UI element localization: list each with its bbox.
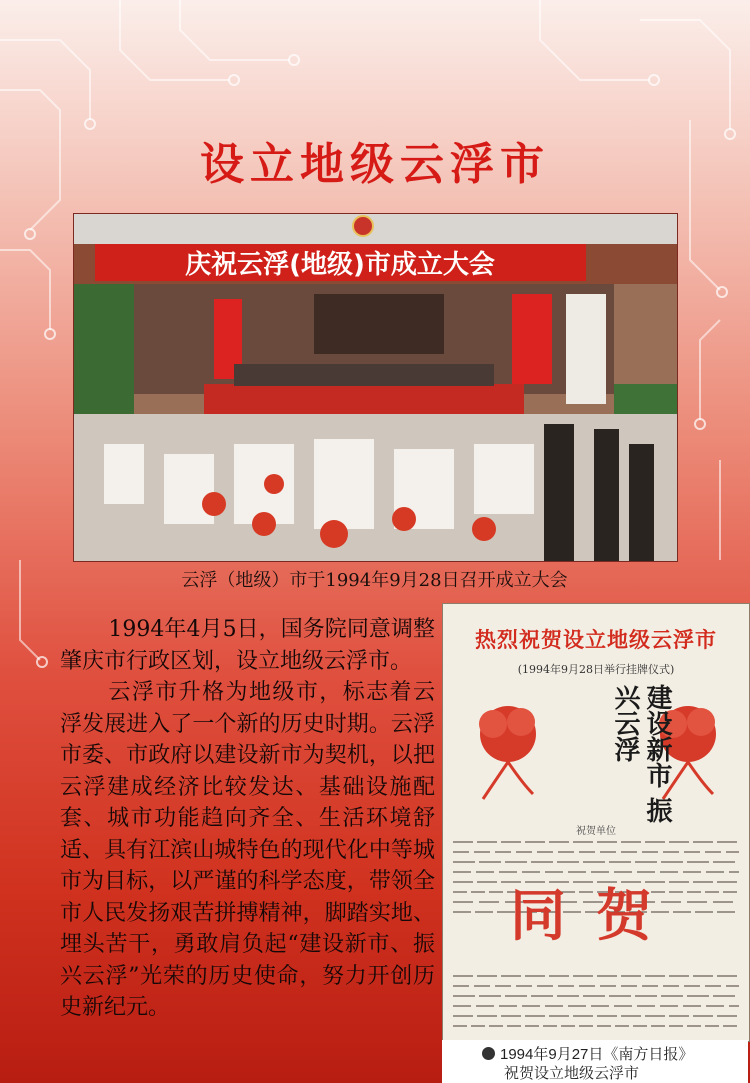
paragraph-2: 云浮市升格为地级市，标志着云浮发展进入了一个新的历史时期。云浮市委、市政府以建设新市为契机，以把云浮建成经济比较发达、基础设施配套、城市功能趋向齐全、生活环境舒适、具有江滨山城特色的现代化中等城市为目标，以严谨的科学态度，带领全市人民发扬艰苦拼搏精神，脚踏实地、埋头苦干，勇敢肩负起“建设新市、振兴云浮”光荣的历史使命，努力开创历史新纪元。: [60, 680, 435, 1020]
flower-left-icon: [463, 694, 553, 804]
page-title: 设立地级云浮市: [200, 139, 550, 190]
ceremony-photo: [73, 213, 678, 562]
banner-text: 庆祝云浮(地级)市成立大会: [185, 250, 495, 280]
newspaper-big-text: 同贺: [510, 883, 682, 949]
paragraph-1: 1994年4月5日，国务院同意调整肇庆市行政区划，设立地级云浮市。: [60, 617, 435, 674]
bullet-icon: [482, 1047, 495, 1060]
newspaper-clipping: [442, 603, 750, 1042]
article-body: [60, 614, 435, 1024]
newspaper-caption: [442, 1040, 748, 1083]
photo-caption: 云浮（地级）市于1994年9月28日召开成立大会: [181, 570, 568, 591]
newspaper-caption-line1: 1994年9月27日《南方日报》: [500, 1046, 694, 1063]
newspaper-units-label: 祝贺单位: [576, 826, 616, 837]
newspaper-caption-line2: 祝贺设立地级云浮市: [504, 1065, 640, 1082]
newspaper-calligraphy: 建设新市 振兴云浮: [610, 684, 672, 824]
newspaper-subline: (1994年9月28日举行挂牌仪式): [517, 663, 675, 676]
newspaper-headline: 热烈祝贺设立地级云浮市: [475, 627, 717, 652]
